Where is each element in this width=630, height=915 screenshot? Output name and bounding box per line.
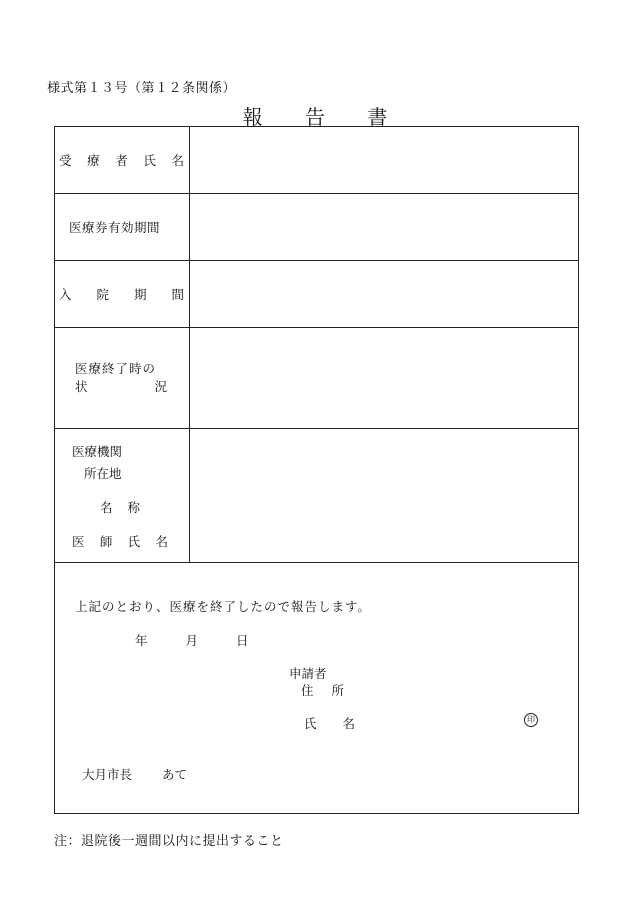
label-text: 所在地	[84, 465, 122, 481]
statement-text: 上記のとおり、医療を終了したので報告します。	[75, 599, 372, 614]
statement-section	[55, 563, 579, 814]
label-char: 名	[155, 533, 168, 549]
label-char: 医	[72, 533, 85, 549]
label-patient-name	[55, 127, 190, 194]
label-char: 入	[59, 287, 72, 302]
field-patient-name[interactable]	[190, 127, 579, 194]
label-char: 況	[154, 379, 167, 394]
label-char: 受	[59, 153, 72, 168]
label-ticket-period	[55, 194, 190, 261]
label-char: 間	[171, 287, 184, 302]
label-text: 医療終了時の	[75, 361, 157, 376]
label-hospital-period	[55, 261, 190, 328]
title-char: 報	[242, 105, 263, 129]
name-label	[304, 714, 355, 732]
field-hospital-period[interactable]	[190, 261, 579, 328]
footnote: 注：退院後一週間以内に提出すること	[54, 834, 284, 849]
label-char: 状	[75, 379, 88, 394]
applicant-label: 申請者	[289, 666, 327, 681]
title-char: 書	[367, 105, 388, 129]
mayor-label: 大月市長	[82, 767, 133, 782]
label-char: 療	[87, 153, 100, 168]
label-char: 者	[115, 153, 128, 168]
date-day: 日	[236, 633, 249, 648]
label-char: 所	[331, 683, 345, 698]
address-label	[301, 681, 344, 699]
label-char: 名	[100, 499, 113, 515]
label-char: 称	[127, 499, 140, 515]
row-hospital-period	[55, 261, 579, 328]
row-statement	[55, 563, 579, 814]
label-char: 名	[171, 153, 184, 168]
row-ticket-period	[55, 194, 579, 261]
row-end-status	[55, 328, 579, 429]
label-end-status	[55, 328, 190, 429]
label-char: 氏	[127, 533, 141, 549]
field-end-status[interactable]	[190, 328, 579, 429]
label-char: 氏	[143, 153, 156, 168]
field-ticket-period[interactable]	[190, 194, 579, 261]
label-char: 住	[301, 683, 314, 698]
label-char: 期	[133, 287, 147, 302]
title-char: 告	[305, 105, 325, 129]
date-month: 月	[185, 633, 199, 648]
report-form-table	[54, 126, 579, 814]
date-year: 年	[135, 633, 148, 648]
form-number: 様式第１３号（第１２条関係）	[47, 81, 237, 96]
addressee-label: あて	[162, 767, 188, 782]
label-char: 氏	[304, 716, 317, 731]
label-medical-institution	[55, 429, 190, 563]
label-text: 医療機関	[72, 443, 123, 459]
field-medical-institution[interactable]	[190, 429, 579, 563]
label-char: 名	[342, 716, 356, 731]
date-line	[135, 631, 283, 649]
label-char: 師	[99, 533, 113, 549]
row-patient-name	[55, 127, 579, 194]
row-medical-institution	[55, 429, 579, 563]
seal-mark: 印	[524, 713, 538, 727]
label-text: 医療券有効期間	[69, 220, 161, 235]
addressee-line	[82, 765, 187, 783]
label-char: 院	[96, 287, 109, 302]
